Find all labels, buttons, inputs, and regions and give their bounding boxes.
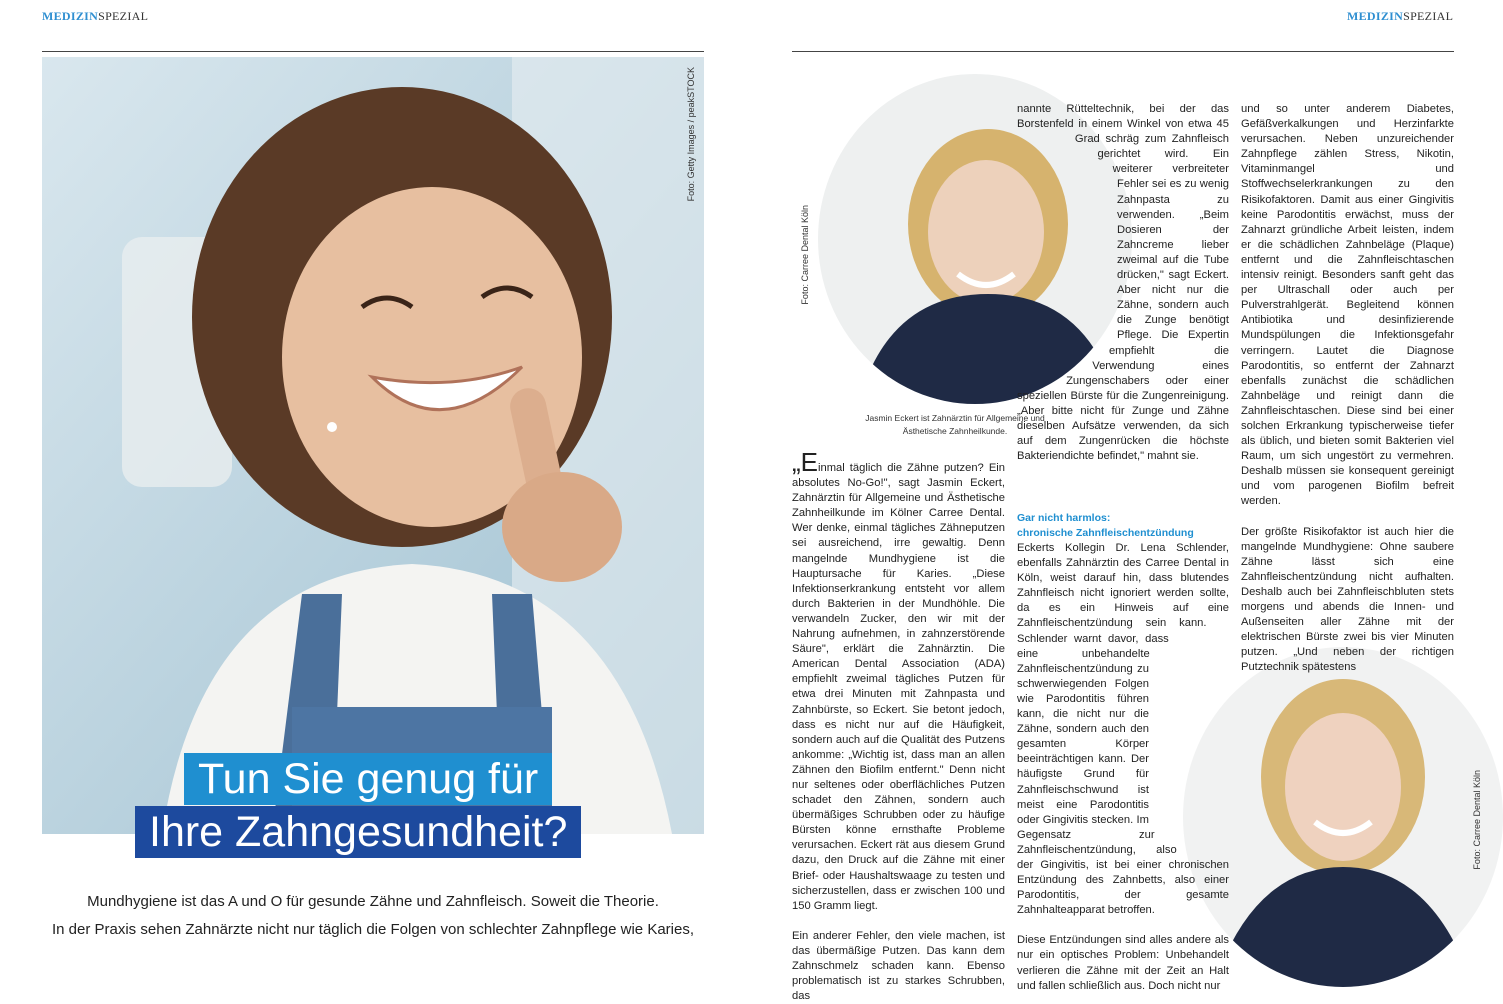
portrait1-caption: Jasmin Eckert ist Zahnärztin für Allgemeine und Ästhetische Zahnheilkunde. [865,413,1045,436]
main-photo [42,57,704,834]
girl-illustration [42,57,704,834]
right-kicker: MEDIZINSPEZIAL [1347,9,1454,23]
column-1 [792,447,1005,1004]
column3-paragraph1: und so unter anderem Diabetes, Gefäßverkalkungen und Herzinfarkte verursachen. Neben unzureichender Zahnpflege zählen Stress, Nikotin, Vitaminmangel und Stoffwechselerkrankungen zu den Risikofaktoren. Damit aus einer Gingivitis keine Parodontitis erwächst, muss der Zahnarzt gründliche Arbeit leisten, indem er die schädlichen Zahnbeläge (Plaque) entfernt und die Zahnfleischtaschen intensiv reinigt. Besonders sanft geht das per Ultraschall oder auch per Pulverstrahlgerät. Begleitend können Antibiotika und desinfizierende Mundspülungen die Infektionsgefahr verringern. Lautet die Diagnose Parodontitis, so entfernt der Zahnarzt ebenfalls zunächst die schädlichen Zahnbeläge und reinigt dann die Zahnfleischtaschen. Diese sind bei einer solchen Erkrankung typischerweise tiefer als üblich, und bieten somit Bakterien viel Raum, um sich ungestört zu vermehren. Deshalb müssen sie konsequent gereinigt und vom parogenen Biofilm befreit werden. [1241,103,1454,508]
left-kicker: MEDIZINSPEZIAL [42,9,149,23]
main-photo-credit: Foto: Getty Images / peakSTOCK [686,67,696,202]
headline-line1: Tun Sie genug für [184,753,552,805]
portrait2-credit: Foto: Carree Dental Köln [1472,770,1482,870]
column1-paragraph1: „Einmal täglich die Zähne putzen? Ein absolutes No-Go!", sagt Jasmin Eckert, Zahnärztin für Allgemeine und Ästhetische Zahnheilkunde im Kölner Carree Dental. Wer denke, einmal tägliches Zähneputzen sei ausreichend, irre gewaltig. Denn mangelnde Mundhygiene ist die Hauptursache für Karies. „Diese Infektionserkrankung entsteht vor allem durch Bakterien in der Mundhöhle. Die verwandeln Zucker, den wir mit der Nahrung aufnehmen, in zahnzerstörende Säure", erklärt die Zahnärztin. Die American Dental Association (ADA) empfiehlt zweimal tägliches Putzen für etwa drei Minuten mit Zahnpasta und Zahnbürste, so Eckert. Sie betont jedoch, dass es nicht nur auf die Häufigkeit, sondern auch auf die Qualität des Putzens ankomme: „Wichtig ist, dass man an allen Zähnen den Biofilm entfernt." Denn nicht nur seltenes oder oberflächliches Putzen schadet den Zähnen, sondern auch übermäßiges Schrubben oder zu häufige Bürsten könne ernsthafte Probleme verursachen. Eckert rät aus diesem Grund dazu, den Druck auf die Zähne mit einer Brief- oder Haushaltswaage zu testen und sicherzustellen, dass er zwischen 100 und 150 Gramm liegt. [792,447,1005,912]
column3-paragraph2: Der größte Risikofaktor ist auch hier die mangelnde Mundhygiene: Ohne saubere Zähne lässt sich eine Zahnfleischentzündung nicht aufhalten. Deshalb auch bei Zahnfleischbluten stets morgens und abends die Innen- und Außenseiten aller Zähne mit der elektrischen Bürste zwei bis vier Minuten putzen. „Und neben der richtigen Putztechnik spätestens [1241,525,1454,674]
column-2 [1017,511,1229,994]
subhead-line1: Gar nicht harmlos: [1017,512,1111,524]
portrait1-credit: Foto: Carree Dental Köln [800,205,810,305]
column1-paragraph2: Ein anderer Fehler, den viele machen, ist das übermäßige Putzen. Das kann dem Zahnschmelz schaden kann. Ebenso problematisch ist zu starkes Schrubben, das [792,929,1005,1003]
lead-paragraph: Mundhygiene ist das A und O für gesunde Zähne und Zahnfleisch. Soweit die Theorie. In der Praxis sehen Zahnärzte nicht nur täglich die Folgen von schlechter Zahnpflege wie Karies, [51,893,695,938]
portrait-lena-schlender [1183,647,1503,987]
column2-last: Diese Entzündungen sind alles andere als nur ein optisches Problem: Unbehandelt verlieren die Zähne mit der Zeit an Halt und fallen schließlich aus. Doch nicht nur [1017,934,1229,992]
headline-line2: Ihre Zahngesundheit? [135,806,581,858]
column2-paragraph: Eckerts Kollegin Dr. Lena Schlender, ebenfalls Zahnärztin des Carree Dental in Köln, weist darauf hin, dass blutendes Zahnfleisch nicht ignoriert werden sollte, da es ein Hinweis auf eine Zahnfleischentzündung sein kann. Schlender warnt davor, dass eine unbehandelte Zahnfleischentzündung zu schwerwiegenden Folgen wie Parodontitis führen kann, die nicht nur die Zähne, sondern auch den gesamten Körper beeinträchtigen kann. Der häufigste Grund für Zahnfleischschwund ist meist eine Parodontitis oder Gingivitis stecken. Im Gegensatz zur Zahnfleischentzündung, also der Gingivitis, ist bei einer chronischen Entzündung des Zahnbetts, also einer Parodontitis, der gesamte Zahnhalteapparat betroffen. [1017,542,1229,917]
column-3 [1241,102,1454,675]
right-rule [792,51,1454,52]
left-rule [42,51,704,52]
column-2-top: nannte Rütteltechnik, bei der das Borstenfeld in einem Winkel von etwa 45 Grad schräg zum Zahnfleisch gerichtet wird. Ein weiterer verbreiteter Fehler sei es zu wenig Zahnpasta zu verwenden. „Beim Dosieren der Zahncreme lieber zweimal auf die Tube drücken," sagt Eckert. Aber nicht nur die Zähne, sondern auch die Zunge benötigt Pflege. Die Expertin empfiehlt die Verwendung eines Zungenschabers oder einer speziellen Bürste für die Zungenreinigung. „Aber bitte nicht für Zunge und Zähne dieselben Aufsätze verwenden, da sich auf dem Zungenrücken die höchste Bakteriendichte befindet," mahnt sie. [1017,103,1229,463]
subhead-line2: chronische Zahnfleischentzündung [1017,527,1194,539]
portrait2-illustration [1183,647,1503,987]
